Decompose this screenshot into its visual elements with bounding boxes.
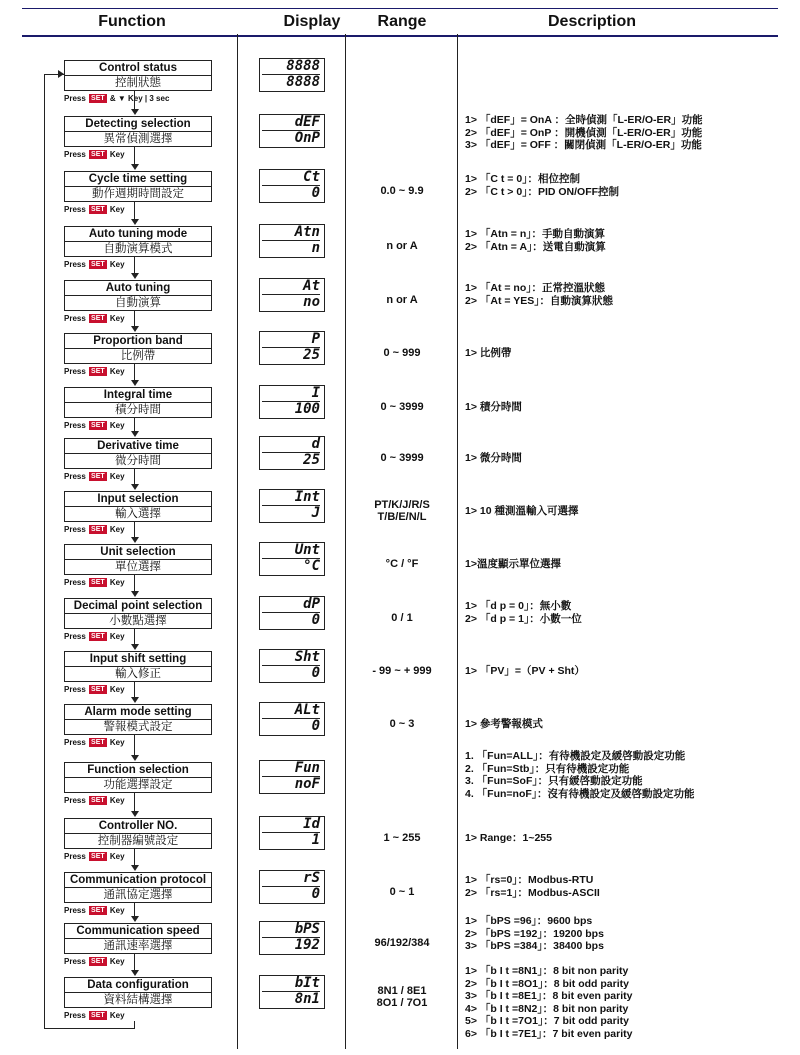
range-value [348, 665, 456, 677]
press-key-instruction: Press SET Key [64, 906, 125, 915]
display-box [259, 870, 325, 904]
range-value [348, 718, 456, 730]
description-line: 1> 「PV」=（PV + Sht） [465, 665, 585, 677]
description-block [465, 114, 780, 152]
description-line: 1> 參考警報模式 [465, 718, 543, 730]
press-key-instruction: Press SET & ▼ Key | 3 sec [64, 94, 170, 103]
function-name-zh: 積分時間 [115, 404, 161, 416]
set-key-icon: SET [91, 739, 105, 746]
function-name-en: Data configuration [65, 978, 211, 993]
display-parameter: I [262, 386, 320, 402]
display-parameter: Ct [262, 170, 320, 186]
range-line: 0 ~ 999 [383, 347, 421, 359]
display-value: no [303, 294, 320, 310]
function-box [64, 60, 212, 91]
range-value [348, 937, 456, 949]
function-box [64, 333, 212, 364]
display-box [259, 224, 325, 258]
function-name-zh: 比例帶 [120, 350, 156, 362]
function-box [64, 171, 212, 202]
range-line: 0 ~ 3999 [380, 401, 424, 413]
flow-arrowhead-icon [131, 431, 139, 437]
function-name-zh: 功能選擇設定 [103, 779, 173, 791]
description-block [465, 600, 780, 625]
set-key-icon: SET [91, 797, 105, 804]
flow-arrowhead-icon [131, 109, 139, 115]
display-value: OnP [294, 130, 320, 146]
flow-arrow [134, 147, 135, 165]
loop-return-bottom [44, 1028, 134, 1029]
range-value [348, 985, 456, 1009]
description-block [465, 665, 780, 678]
display-parameter: 8888 [262, 59, 320, 75]
function-name-en: Cycle time setting [65, 172, 211, 187]
range-value [348, 612, 456, 624]
range-value [348, 499, 456, 523]
function-name-en: Auto tuning [65, 281, 211, 296]
function-box [64, 704, 212, 735]
display-box [259, 542, 325, 576]
function-box [64, 818, 212, 849]
description-block [465, 558, 780, 571]
description-line: 2> 「bPS =192」：19200 bps [465, 927, 604, 940]
function-name-en: Detecting selection [65, 117, 211, 132]
flow-arrow [134, 364, 135, 381]
range-line: 96/192/384 [374, 937, 430, 949]
description-block [465, 173, 780, 198]
range-value [348, 294, 456, 306]
function-name-zh: 通訊協定選擇 [103, 889, 173, 901]
function-name-zh: 控制狀態 [115, 77, 161, 89]
display-value: J [311, 505, 320, 521]
function-name-zh: 異常偵測選擇 [103, 133, 173, 145]
display-value: 192 [294, 937, 320, 953]
set-key-icon: SET [91, 151, 105, 158]
function-name-zh: 輸入選擇 [115, 508, 161, 520]
display-value: 0 [311, 612, 320, 628]
display-box [259, 921, 325, 955]
display-parameter: d [262, 437, 320, 453]
description-line: 1> 積分時間 [465, 401, 522, 413]
display-parameter: bIt [262, 976, 320, 992]
description-line: 2. 「Fun=Stb」：只有待機設定功能 [465, 762, 630, 775]
display-box [259, 596, 325, 630]
flow-arrow [134, 793, 135, 812]
flow-arrow [134, 575, 135, 592]
flow-arrow [134, 954, 135, 971]
function-box [64, 226, 212, 257]
description-block [465, 965, 780, 1040]
function-name-en: Communication protocol [65, 873, 211, 888]
flow-arrow [134, 91, 135, 110]
range-line: 0.0 ~ 9.9 [380, 185, 424, 197]
press-key-instruction: Press SET Key [64, 852, 125, 861]
description-line: 5> 「b I t =7O1」：7 bit odd parity [465, 1015, 629, 1027]
display-box [259, 702, 325, 736]
flow-arrow [134, 1021, 135, 1029]
range-value [348, 347, 456, 359]
display-parameter: rS [262, 871, 320, 887]
flow-arrowhead-icon [131, 219, 139, 225]
flow-arrowhead-icon [131, 484, 139, 490]
display-box [259, 331, 325, 365]
description-line: 1> 比例帶 [465, 347, 512, 359]
header-range: Range [377, 13, 427, 30]
function-name-zh: 小數點選擇 [109, 615, 167, 627]
description-line: 3> 「bPS =384」：38400 bps [465, 940, 604, 952]
range-line: 0 ~ 3999 [380, 452, 424, 464]
description-line: 2> 「At = YES」：自動演算狀態 [465, 294, 614, 307]
description-block [465, 832, 780, 845]
press-key-instruction: Press SET Key [64, 685, 125, 694]
function-name-zh: 輸入修正 [115, 668, 161, 680]
table-header [22, 8, 778, 37]
function-name-en: Alarm mode setting [65, 705, 211, 720]
display-parameter: Fun [262, 761, 320, 777]
set-key-icon: SET [91, 1012, 105, 1019]
function-name-en: Decimal point selection [65, 599, 211, 614]
function-name-en: Auto tuning mode [65, 227, 211, 242]
flow-arrow [134, 522, 135, 538]
display-box [259, 278, 325, 312]
display-box [259, 489, 325, 523]
flow-arrowhead-icon [131, 811, 139, 817]
press-key-instruction: Press SET Key [64, 314, 125, 323]
set-key-icon: SET [91, 261, 105, 268]
description-block [465, 505, 780, 518]
function-name-en: Function selection [65, 763, 211, 778]
display-box [259, 975, 325, 1009]
display-box [259, 760, 325, 794]
description-line: 2> 「rs=1」：Modbus-ASCII [465, 886, 600, 899]
description-line: 1. 「Fun=ALL」：有待機設定及緩啓動設定功能 [465, 750, 686, 762]
range-line: T/B/E/N/L [377, 511, 427, 523]
function-box [64, 544, 212, 575]
function-name-zh: 自動演算 [115, 297, 161, 309]
display-box [259, 114, 325, 148]
range-line: 0 ~ 1 [389, 886, 415, 898]
set-key-icon: SET [91, 422, 105, 429]
description-block [465, 347, 780, 360]
flow-arrowhead-icon [131, 755, 139, 761]
display-value: noF [294, 776, 320, 792]
column-divider-display [237, 34, 238, 1049]
function-name-en: Controller NO. [65, 819, 211, 834]
press-key-instruction: Press SET Key [64, 1011, 125, 1020]
set-key-icon: SET [91, 958, 105, 965]
press-key-instruction: Press SET Key [64, 578, 125, 587]
display-value: 0 [311, 886, 320, 902]
flow-arrow [134, 735, 135, 756]
description-line: 1> 「C t = 0」：相位控制 [465, 173, 580, 185]
set-key-icon: SET [91, 579, 105, 586]
function-box [64, 598, 212, 629]
flow-arrowhead-icon [131, 916, 139, 922]
set-key-icon: SET [91, 368, 105, 375]
display-value: 0 [311, 665, 320, 681]
function-box [64, 762, 212, 793]
press-key-instruction: Press SET Key [64, 525, 125, 534]
display-box [259, 169, 325, 203]
flow-arrowhead-icon [131, 697, 139, 703]
set-key-icon: SET [91, 95, 105, 102]
function-name-zh: 通訊速率選擇 [103, 940, 173, 952]
display-value: 1 [311, 832, 320, 848]
press-key-instruction: Press SET Key [64, 260, 125, 269]
function-name-en: Integral time [65, 388, 211, 403]
range-value [348, 401, 456, 413]
display-box [259, 649, 325, 683]
flow-arrow [134, 311, 135, 327]
press-key-instruction: Press SET Key [64, 472, 125, 481]
flow-arrowhead-icon [131, 865, 139, 871]
range-value [348, 452, 456, 464]
description-line: 2> 「C t > 0」：PID ON/OFF控制 [465, 185, 620, 198]
function-name-en: Input selection [65, 492, 211, 507]
flow-arrowhead-icon [131, 380, 139, 386]
range-line: n or A [386, 240, 418, 252]
press-key-instruction: Press SET Key [64, 421, 125, 430]
flow-arrowhead-icon [131, 164, 139, 170]
display-value: 25 [303, 452, 320, 468]
set-key-icon: SET [91, 633, 105, 640]
press-key-instruction: Press SET Key [64, 205, 125, 214]
function-box [64, 491, 212, 522]
description-line: 3. 「Fun=SoF」：只有緩啓動設定功能 [465, 775, 643, 787]
flow-arrow [134, 682, 135, 698]
range-value [348, 832, 456, 844]
range-line: n or A [386, 294, 418, 306]
set-key-icon: SET [91, 686, 105, 693]
description-line: 2> 「d p = 1」：小數一位 [465, 612, 582, 625]
description-line: 1> 「bPS =96」：9600 bps [465, 915, 593, 927]
set-key-icon: SET [91, 315, 105, 322]
function-name-en: Proportion band [65, 334, 211, 349]
description-line: 2> 「Atn = A」：送電自動演算 [465, 240, 606, 253]
range-line: 1 ~ 255 [383, 832, 421, 844]
flow-arrow [134, 849, 135, 866]
description-line: 1> 「rs=0」：Modbus-RTU [465, 874, 594, 886]
set-key-icon: SET [91, 473, 105, 480]
description-block [465, 401, 780, 414]
description-line: 4. 「Fun=noF」：沒有待機設定及緩啓動設定功能 [465, 787, 695, 800]
description-block [465, 718, 780, 731]
function-box [64, 280, 212, 311]
press-key-instruction: Press SET Key [64, 957, 125, 966]
flow-arrow [134, 202, 135, 220]
function-name-en: Derivative time [65, 439, 211, 454]
flow-arrowhead-icon [131, 326, 139, 332]
column-divider-range [345, 34, 346, 1049]
display-box [259, 816, 325, 850]
header-display: Display [283, 13, 341, 30]
display-value: 0 [311, 185, 320, 201]
header-function: Function [98, 13, 166, 30]
description-line: 6> 「b I t =7E1」：7 bit even parity [465, 1027, 633, 1040]
description-block [465, 874, 780, 899]
range-line: 8O1 / 7O1 [376, 997, 428, 1009]
press-key-instruction: Press SET Key [64, 150, 125, 159]
display-parameter: Sht [262, 650, 320, 666]
description-block [465, 282, 780, 307]
flow-arrow [134, 418, 135, 432]
display-parameter: dP [262, 597, 320, 613]
description-line: 2> 「b I t =8O1」：8 bit odd parity [465, 977, 629, 990]
display-parameter: Unt [262, 543, 320, 559]
description-block [465, 750, 780, 800]
display-box [259, 436, 325, 470]
description-block [465, 915, 780, 953]
description-block [465, 452, 780, 465]
flow-arrowhead-icon [131, 591, 139, 597]
description-line: 3> 「b I t =8E1」：8 bit even parity [465, 990, 633, 1002]
display-box [259, 385, 325, 419]
flow-arrowhead-icon [131, 970, 139, 976]
function-name-zh: 微分時間 [115, 455, 161, 467]
function-box [64, 387, 212, 418]
display-parameter: P [262, 332, 320, 348]
display-value: n [311, 240, 320, 256]
function-box [64, 977, 212, 1008]
description-line: 3> 「dEF」= OFF ：關閉偵測「L-ER/O-ER」功能 [465, 139, 702, 151]
display-value: 25 [303, 347, 320, 363]
display-box [259, 58, 325, 92]
display-value: 8n1 [294, 991, 320, 1007]
press-key-instruction: Press SET Key [64, 632, 125, 641]
description-line: 1> 微分時間 [465, 452, 522, 464]
display-parameter: bPS [262, 922, 320, 938]
range-line: °C / °F [385, 558, 419, 570]
range-line: 0 ~ 3 [389, 718, 415, 730]
range-value [348, 240, 456, 252]
flow-arrowhead-icon [131, 537, 139, 543]
loop-return-line [44, 74, 45, 1028]
function-name-zh: 控制器編號設定 [97, 835, 179, 847]
set-key-icon: SET [91, 907, 105, 914]
description-line: 4> 「b I t =8N2」：8 bit non parity [465, 1002, 629, 1015]
flow-arrow [134, 903, 135, 917]
function-box [64, 438, 212, 469]
function-name-zh: 資料結構選擇 [103, 994, 173, 1006]
description-block [465, 228, 780, 253]
display-value: 100 [294, 401, 320, 417]
press-key-instruction: Press SET Key [64, 738, 125, 747]
description-line: 1> 「b I t =8N1」：8 bit non parity [465, 965, 629, 977]
column-divider-description [457, 34, 458, 1049]
display-value: 0 [311, 718, 320, 734]
description-line: 1> 「At = no」：正常控溫狀態 [465, 282, 606, 294]
press-key-instruction: Press SET Key [64, 367, 125, 376]
display-value: 8888 [286, 74, 320, 90]
description-line: 1> 10 種測溫輸入可選擇 [465, 505, 579, 517]
flow-arrowhead-icon [131, 273, 139, 279]
display-parameter: At [262, 279, 320, 295]
flow-arrow [134, 257, 135, 274]
range-line: - 99 ~ + 999 [372, 665, 432, 677]
description-line: 1> 「d p = 0」：無小數 [465, 600, 572, 612]
function-name-en: Input shift setting [65, 652, 211, 667]
header-description: Description [547, 13, 636, 30]
range-value [348, 558, 456, 570]
description-line: 1> 「Atn = n」：手動自動演算 [465, 228, 606, 240]
range-line: 8N1 / 8E1 [377, 985, 427, 997]
display-value: °C [303, 558, 320, 574]
display-parameter: Int [262, 490, 320, 506]
flow-arrowhead-icon [131, 644, 139, 650]
function-name-en: Unit selection [65, 545, 211, 560]
function-name-zh: 動作週期時間設定 [92, 188, 184, 200]
function-box [64, 872, 212, 903]
flow-arrow [134, 469, 135, 485]
range-value [348, 886, 456, 898]
description-line: 1> 「dEF」= OnA ：全時偵測「L-ER/O-ER」功能 [465, 114, 703, 126]
set-key-icon: SET [91, 853, 105, 860]
function-name-zh: 自動演算模式 [103, 243, 173, 255]
function-name-en: Control status [65, 61, 211, 76]
function-box [64, 923, 212, 954]
range-line: 0 / 1 [391, 612, 413, 624]
function-name-en: Communication speed [65, 924, 211, 939]
description-line: 1>溫度顯示單位選擇 [465, 558, 561, 570]
display-parameter: Id [262, 817, 320, 833]
function-name-zh: 單位選擇 [115, 561, 161, 573]
set-key-icon: SET [91, 526, 105, 533]
description-line: 1> Range：1~255 [465, 832, 552, 844]
display-parameter: Atn [262, 225, 320, 241]
display-parameter: dEF [262, 115, 320, 131]
range-line: PT/K/J/R/S [374, 499, 430, 511]
press-key-instruction: Press SET Key [64, 796, 125, 805]
range-value [348, 185, 456, 197]
flow-arrow [134, 629, 135, 645]
display-parameter: ALt [262, 703, 320, 719]
function-box [64, 116, 212, 147]
set-key-icon: SET [91, 206, 105, 213]
function-box [64, 651, 212, 682]
description-line: 2> 「dEF」= OnP ：開機偵測「L-ER/O-ER」功能 [465, 126, 703, 139]
function-name-zh: 警報模式設定 [103, 721, 173, 733]
